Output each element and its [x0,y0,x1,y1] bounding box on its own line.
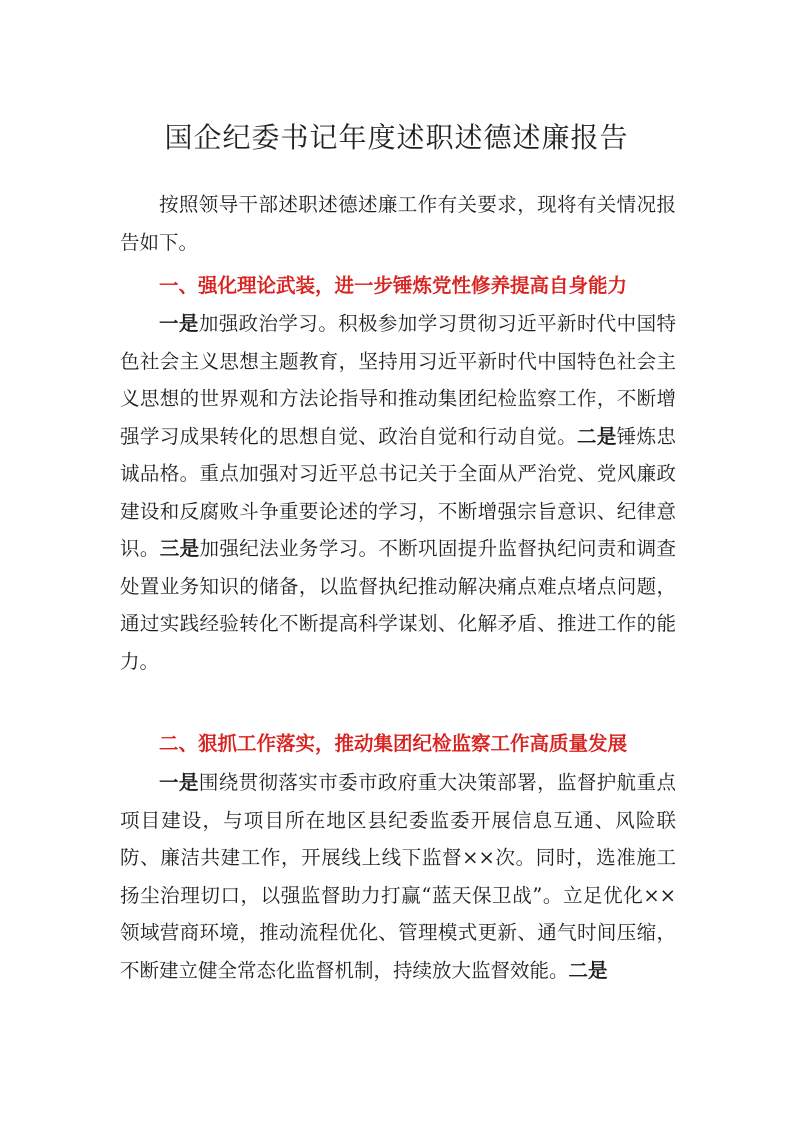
section-2-heading: 二、狠抓工作落实，推动集团纪检监察工作高质量发展 [159,732,628,755]
section-1-text-3: 加强纪法业务学习。不断巩固提升监督执纪问责和调查处置业务知识的储备，以监督执纪推动解决痛点难点堵点问题，通过实践经验转化不断提高科学谋划、化解矛盾、推进工作的能力。 [120,537,676,673]
section-2-paragraph [120,764,676,989]
section-1-lead-2: 二是 [576,424,617,448]
section-1-heading: 一、强化理论武装，进一步锤炼党性修养提高自身能力 [159,274,628,297]
document-title: 国企纪委书记年度述职述德述廉报告 [164,121,629,154]
intro-paragraph: 按照领导干部述职述德述廉工作有关要求，现将有关情况报告如下。 [120,193,676,254]
section-2-text-1: 围绕贯彻落实市委市政府重大决策部署，监督护航重点项目建设，与项目所在地区县纪委监委开展信息互通、风险联防、廉洁共建工作，开展线上线下监督××次。同时，选准施工扬尘治理切口，以强监督助力打赢“蓝天保卫战”。立足优化××领域营商环境，推动流程优化、管理模式更新、通气时间压缩，不断建立健全常态化监督机制，持续放大监督效能。 [120,771,676,982]
section-2-lead-2: 二是 [568,958,608,982]
section-2-lead-1: 一是 [159,771,199,794]
section-1-text-1: 加强政治学习。积极参加学习贯彻习近平新时代中国特色社会主义思想主题教育，坚持用习近平新时代中国特色社会主义思想的世界观和方法论指导和推动集团纪检监察工作，不断增强学习成果转化的思想自觉、政治自觉和行动自觉。 [120,312,676,448]
section-1-lead-1: 一是 [159,312,199,335]
section-1-lead-3: 三是 [159,537,200,560]
section-1-paragraph [120,305,676,680]
section-1-text-2: 锤炼忠诚品格。重点加强对习近平总书记关于全面从严治党、党风廉政建设和反腐败斗争重要论述的学习，不断增强宗旨意识、纪律意识。 [120,424,676,560]
